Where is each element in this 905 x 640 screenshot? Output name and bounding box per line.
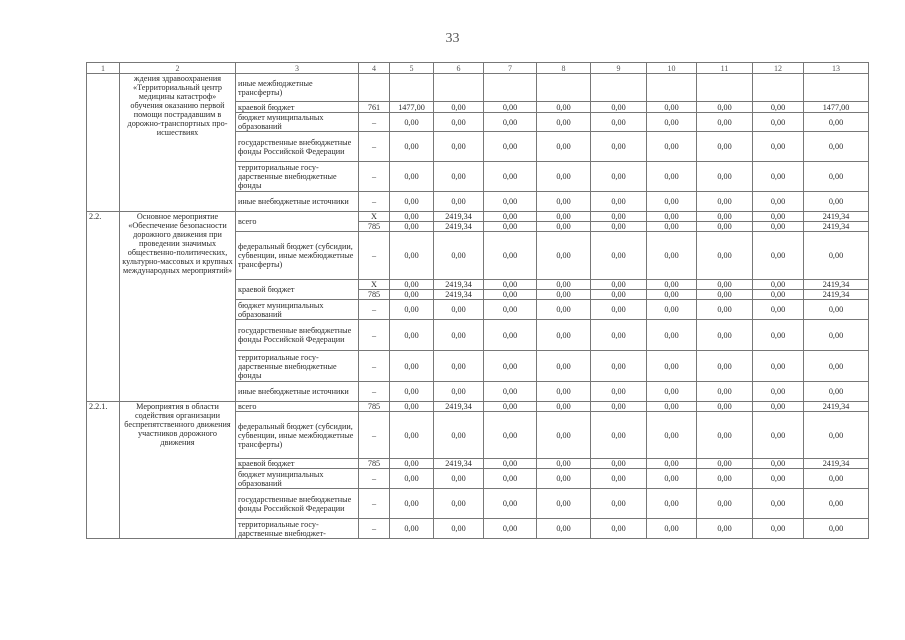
value-cell: 0,00 <box>804 489 869 519</box>
value-cell: 0,00 <box>537 382 591 402</box>
value-cell: 0,00 <box>434 102 484 113</box>
value-cell: 0,00 <box>804 232 869 280</box>
funding-source: государственные внебюджетные фонды Российской Федерации <box>236 320 359 351</box>
table-row <box>87 74 869 102</box>
value-cell: 0,00 <box>591 102 647 113</box>
column-header: 13 <box>804 63 869 74</box>
value-cell: 0,00 <box>537 102 591 113</box>
funding-source: иные внебюджетные источники <box>236 382 359 402</box>
value-cell: 0,00 <box>804 320 869 351</box>
value-cell: 0,00 <box>753 402 804 412</box>
column-header: 8 <box>537 63 591 74</box>
item-name: Основное мероприятие «Обеспечение безопасности дорожного движения при проведении значимых общественно-политических, культурно-массовых и крупных международных мероприятий» <box>120 212 236 402</box>
value-cell: 0,00 <box>697 351 753 382</box>
value-cell: 0,00 <box>484 459 537 469</box>
code-cell: – <box>359 320 390 351</box>
value-cell: 0,00 <box>697 519 753 539</box>
value-cell: 0,00 <box>697 113 753 132</box>
code-cell: – <box>359 412 390 459</box>
funding-source: территориальные государственные внебюджетные фонды <box>236 162 359 192</box>
value-cell: 0,00 <box>647 412 697 459</box>
column-header: 2 <box>120 63 236 74</box>
value-cell: 2419,34 <box>434 212 484 222</box>
value-cell: 0,00 <box>647 402 697 412</box>
value-cell: 0,00 <box>484 212 537 222</box>
value-cell: 0,00 <box>390 192 434 212</box>
funding-source: иные внебюджетные источники <box>236 192 359 212</box>
value-cell: 0,00 <box>484 222 537 232</box>
value-cell: 0,00 <box>484 232 537 280</box>
value-cell: 0,00 <box>647 459 697 469</box>
value-cell: 0,00 <box>390 162 434 192</box>
value-cell: 0,00 <box>753 519 804 539</box>
value-cell: 0,00 <box>804 382 869 402</box>
value-cell: 0,00 <box>390 113 434 132</box>
value-cell: 0,00 <box>647 300 697 320</box>
value-cell: 0,00 <box>647 320 697 351</box>
value-cell: 0,00 <box>537 232 591 280</box>
value-cell: 0,00 <box>591 300 647 320</box>
value-cell: 0,00 <box>804 351 869 382</box>
code-cell: – <box>359 382 390 402</box>
code-cell: 761 <box>359 102 390 113</box>
value-cell: 0,00 <box>697 232 753 280</box>
item-number: 2.2. <box>87 212 120 402</box>
value-cell: 2419,34 <box>804 290 869 300</box>
code-cell: – <box>359 489 390 519</box>
code-cell: X <box>359 212 390 222</box>
value-cell: 0,00 <box>647 132 697 162</box>
value-cell: 0,00 <box>390 412 434 459</box>
value-cell: 0,00 <box>591 222 647 232</box>
value-cell: 0,00 <box>537 290 591 300</box>
value-cell: 0,00 <box>484 351 537 382</box>
value-cell: 0,00 <box>697 382 753 402</box>
value-cell: 0,00 <box>753 320 804 351</box>
funding-source: бюджет муниципальных образований <box>236 113 359 132</box>
code-cell: – <box>359 162 390 192</box>
value-cell: 0,00 <box>537 519 591 539</box>
value-cell: 0,00 <box>390 459 434 469</box>
funding-source: государственные внебюджетные фонды Российской Федерации <box>236 489 359 519</box>
value-cell: 0,00 <box>434 132 484 162</box>
value-cell: 0,00 <box>804 192 869 212</box>
value-cell: 0,00 <box>753 232 804 280</box>
funding-source: федеральный бюджет (субсидии, субвенции, иные межбюджетные трансферты) <box>236 412 359 459</box>
value-cell: 0,00 <box>390 489 434 519</box>
value-cell: 0,00 <box>753 300 804 320</box>
item-name: Мероприятия в области содействия организации беспрепятственного движения участников дорожного движения <box>120 402 236 539</box>
item-name: ждения здравоохранения «Территориальный центр медицины катастроф» обучения оказанию первой помощи пострадавшим в дорожно-транспортных происшествиях <box>120 74 236 212</box>
value-cell <box>804 74 869 102</box>
table-row <box>87 402 869 412</box>
code-cell: – <box>359 232 390 280</box>
value-cell: 0,00 <box>484 102 537 113</box>
value-cell: 0,00 <box>753 102 804 113</box>
value-cell: 0,00 <box>434 162 484 192</box>
value-cell: 0,00 <box>591 519 647 539</box>
value-cell: 0,00 <box>753 212 804 222</box>
column-header: 3 <box>236 63 359 74</box>
value-cell: 0,00 <box>647 232 697 280</box>
value-cell: 0,00 <box>647 351 697 382</box>
funding-source: федеральный бюджет (субсидии, субвенции, иные межбюджетные трансферты) <box>236 232 359 280</box>
value-cell: 1477,00 <box>804 102 869 113</box>
value-cell: 0,00 <box>647 113 697 132</box>
column-header: 1 <box>87 63 120 74</box>
value-cell: 0,00 <box>697 222 753 232</box>
value-cell: 2419,34 <box>434 290 484 300</box>
value-cell: 0,00 <box>591 351 647 382</box>
value-cell: 0,00 <box>537 489 591 519</box>
value-cell: 0,00 <box>390 212 434 222</box>
value-cell: 0,00 <box>647 162 697 192</box>
value-cell: 0,00 <box>753 412 804 459</box>
value-cell: 0,00 <box>537 280 591 290</box>
value-cell: 0,00 <box>804 469 869 489</box>
value-cell: 0,00 <box>697 402 753 412</box>
value-cell: 1477,00 <box>390 102 434 113</box>
value-cell: 0,00 <box>753 113 804 132</box>
page-number: 33 <box>445 31 460 46</box>
value-cell: 0,00 <box>753 459 804 469</box>
value-cell <box>697 74 753 102</box>
funding-source: бюджет муниципальных образований <box>236 300 359 320</box>
value-cell: 0,00 <box>390 382 434 402</box>
value-cell: 0,00 <box>804 132 869 162</box>
value-cell: 2419,34 <box>804 222 869 232</box>
value-cell: 0,00 <box>484 469 537 489</box>
value-cell: 0,00 <box>804 113 869 132</box>
value-cell: 0,00 <box>753 192 804 212</box>
column-header: 10 <box>647 63 697 74</box>
value-cell: 0,00 <box>390 519 434 539</box>
column-header: 5 <box>390 63 434 74</box>
value-cell: 0,00 <box>697 290 753 300</box>
value-cell: 0,00 <box>484 162 537 192</box>
value-cell: 0,00 <box>753 382 804 402</box>
code-cell: – <box>359 113 390 132</box>
value-cell: 0,00 <box>390 222 434 232</box>
item-number: 2.2.1. <box>87 402 120 539</box>
value-cell: 0,00 <box>697 459 753 469</box>
value-cell: 0,00 <box>647 469 697 489</box>
value-cell: 0,00 <box>537 212 591 222</box>
value-cell: 0,00 <box>591 412 647 459</box>
value-cell: 0,00 <box>484 192 537 212</box>
value-cell: 0,00 <box>753 351 804 382</box>
value-cell: 0,00 <box>434 519 484 539</box>
value-cell <box>484 74 537 102</box>
column-header: 7 <box>484 63 537 74</box>
value-cell: 0,00 <box>647 290 697 300</box>
value-cell <box>647 74 697 102</box>
value-cell <box>591 74 647 102</box>
value-cell: 0,00 <box>697 469 753 489</box>
value-cell: 0,00 <box>484 280 537 290</box>
value-cell: 0,00 <box>647 382 697 402</box>
value-cell: 2419,34 <box>434 402 484 412</box>
value-cell: 2419,34 <box>804 402 869 412</box>
value-cell: 0,00 <box>591 489 647 519</box>
value-cell: 0,00 <box>753 162 804 192</box>
value-cell: 0,00 <box>591 113 647 132</box>
value-cell: 0,00 <box>591 382 647 402</box>
value-cell: 2419,34 <box>434 459 484 469</box>
budget-table <box>86 62 869 539</box>
value-cell: 0,00 <box>484 402 537 412</box>
value-cell: 0,00 <box>804 162 869 192</box>
value-cell: 0,00 <box>647 222 697 232</box>
value-cell: 0,00 <box>697 489 753 519</box>
value-cell: 0,00 <box>753 222 804 232</box>
value-cell: 0,00 <box>484 290 537 300</box>
value-cell: 0,00 <box>591 132 647 162</box>
value-cell: 0,00 <box>434 469 484 489</box>
column-header: 4 <box>359 63 390 74</box>
value-cell <box>537 74 591 102</box>
value-cell: 0,00 <box>697 280 753 290</box>
funding-source: территориальные государственные внебюджет- <box>236 519 359 539</box>
code-cell: – <box>359 132 390 162</box>
value-cell: 0,00 <box>434 113 484 132</box>
value-cell: 0,00 <box>537 412 591 459</box>
value-cell: 0,00 <box>647 192 697 212</box>
value-cell: 0,00 <box>537 402 591 412</box>
value-cell: 0,00 <box>434 320 484 351</box>
value-cell: 0,00 <box>591 162 647 192</box>
value-cell: 0,00 <box>804 412 869 459</box>
value-cell: 0,00 <box>390 232 434 280</box>
value-cell: 0,00 <box>753 132 804 162</box>
value-cell: 0,00 <box>484 113 537 132</box>
value-cell: 0,00 <box>753 469 804 489</box>
value-cell: 0,00 <box>591 280 647 290</box>
value-cell: 0,00 <box>390 300 434 320</box>
value-cell: 0,00 <box>537 469 591 489</box>
value-cell: 0,00 <box>697 162 753 192</box>
value-cell: 0,00 <box>434 192 484 212</box>
funding-source: краевой бюджет <box>236 280 359 300</box>
column-header: 6 <box>434 63 484 74</box>
value-cell: 0,00 <box>753 280 804 290</box>
value-cell: 0,00 <box>434 232 484 280</box>
value-cell: 0,00 <box>537 162 591 192</box>
value-cell: 0,00 <box>697 212 753 222</box>
column-header: 9 <box>591 63 647 74</box>
value-cell: 0,00 <box>591 192 647 212</box>
funding-source: всего <box>236 402 359 412</box>
funding-source: краевой бюджет <box>236 459 359 469</box>
value-cell: 0,00 <box>484 132 537 162</box>
value-cell: 2419,34 <box>434 222 484 232</box>
value-cell: 0,00 <box>537 113 591 132</box>
value-cell: 0,00 <box>434 489 484 519</box>
value-cell: 0,00 <box>484 412 537 459</box>
value-cell: 0,00 <box>484 382 537 402</box>
value-cell: 2419,34 <box>804 459 869 469</box>
value-cell: 0,00 <box>804 519 869 539</box>
value-cell: 0,00 <box>537 132 591 162</box>
value-cell: 0,00 <box>591 402 647 412</box>
value-cell: 0,00 <box>591 459 647 469</box>
value-cell: 0,00 <box>537 192 591 212</box>
value-cell: 0,00 <box>804 300 869 320</box>
value-cell: 0,00 <box>484 519 537 539</box>
value-cell: 0,00 <box>390 402 434 412</box>
value-cell: 2419,34 <box>804 280 869 290</box>
value-cell: 0,00 <box>390 351 434 382</box>
value-cell: 0,00 <box>647 102 697 113</box>
table-row <box>87 212 869 222</box>
value-cell: 0,00 <box>434 300 484 320</box>
value-cell: 0,00 <box>697 192 753 212</box>
value-cell <box>753 74 804 102</box>
value-cell: 0,00 <box>484 300 537 320</box>
value-cell: 0,00 <box>697 320 753 351</box>
code-cell: – <box>359 519 390 539</box>
code-cell: 785 <box>359 290 390 300</box>
value-cell: 0,00 <box>753 489 804 519</box>
value-cell: 0,00 <box>647 489 697 519</box>
value-cell <box>434 74 484 102</box>
column-header: 12 <box>753 63 804 74</box>
code-cell: – <box>359 469 390 489</box>
value-cell: 0,00 <box>647 519 697 539</box>
funding-source: всего <box>236 212 359 232</box>
value-cell: 0,00 <box>591 290 647 300</box>
value-cell: 2419,34 <box>434 280 484 290</box>
value-cell: 0,00 <box>697 412 753 459</box>
funding-source: краевой бюджет <box>236 102 359 113</box>
value-cell: 0,00 <box>591 212 647 222</box>
column-header: 11 <box>697 63 753 74</box>
value-cell: 0,00 <box>591 320 647 351</box>
code-cell: – <box>359 351 390 382</box>
funding-source: государственные внебюджетные фонды Российской Федерации <box>236 132 359 162</box>
value-cell: 0,00 <box>434 382 484 402</box>
value-cell: 0,00 <box>434 412 484 459</box>
value-cell: 0,00 <box>591 469 647 489</box>
value-cell: 0,00 <box>753 290 804 300</box>
value-cell: 0,00 <box>537 222 591 232</box>
value-cell: 0,00 <box>484 320 537 351</box>
value-cell: 0,00 <box>537 351 591 382</box>
item-number <box>87 74 120 212</box>
value-cell: 0,00 <box>390 132 434 162</box>
code-cell: 785 <box>359 459 390 469</box>
value-cell: 2419,34 <box>804 212 869 222</box>
value-cell: 0,00 <box>390 290 434 300</box>
value-cell: 0,00 <box>537 459 591 469</box>
value-cell: 0,00 <box>390 320 434 351</box>
code-cell: – <box>359 192 390 212</box>
code-cell <box>359 74 390 102</box>
value-cell: 0,00 <box>537 300 591 320</box>
code-cell: 785 <box>359 402 390 412</box>
value-cell: 0,00 <box>390 469 434 489</box>
value-cell: 0,00 <box>647 212 697 222</box>
value-cell: 0,00 <box>591 232 647 280</box>
value-cell: 0,00 <box>390 280 434 290</box>
value-cell: 0,00 <box>434 351 484 382</box>
value-cell: 0,00 <box>484 489 537 519</box>
value-cell: 0,00 <box>697 102 753 113</box>
funding-source: территориальные государственные внебюджетные фонды <box>236 351 359 382</box>
value-cell <box>390 74 434 102</box>
column-header-row <box>87 63 869 74</box>
funding-source: иные межбюджетные трансферты) <box>236 74 359 102</box>
value-cell: 0,00 <box>537 320 591 351</box>
code-cell: 785 <box>359 222 390 232</box>
code-cell: X <box>359 280 390 290</box>
value-cell: 0,00 <box>697 300 753 320</box>
code-cell: – <box>359 300 390 320</box>
value-cell: 0,00 <box>697 132 753 162</box>
value-cell: 0,00 <box>647 280 697 290</box>
funding-source: бюджет муниципальных образований <box>236 469 359 489</box>
